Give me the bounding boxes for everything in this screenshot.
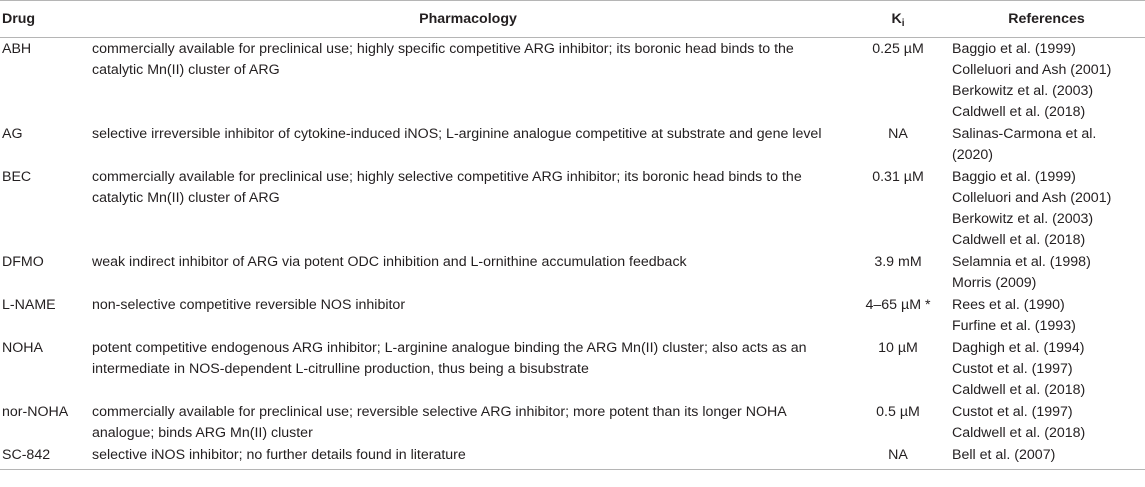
ki-value: NA xyxy=(888,126,908,142)
table-row xyxy=(0,401,1145,444)
reference: Selamnia et al. (1998) xyxy=(952,254,1091,270)
reference: Daghigh et al. (1994) xyxy=(952,340,1085,356)
header-drug: Drug xyxy=(0,1,88,38)
ki-value: 0.25 µM xyxy=(872,41,924,57)
ki-value: 0.5 µM xyxy=(876,404,920,420)
reference: Custot et al. (1997) xyxy=(952,361,1073,377)
reference: Custot et al. (1997) xyxy=(952,404,1073,420)
pharmacology-text: commercially available for preclinical use; highly selective competitive ARG inhibitor; its boronic head binds to the catalytic Mn(II) cluster of ARG xyxy=(92,169,802,206)
ki-value: 4–65 µM * xyxy=(865,297,931,313)
references-cell xyxy=(948,294,1145,337)
ki-value: 10 µM xyxy=(878,340,918,356)
reference: Berkowitz et al. (2003) xyxy=(952,211,1094,227)
references-cell xyxy=(948,38,1145,124)
header-references: References xyxy=(948,1,1145,38)
header-ki-subscript: i xyxy=(901,17,905,29)
ki-value: 0.31 µM xyxy=(872,169,924,185)
reference: Baggio et al. (1999) xyxy=(952,169,1076,185)
reference: Bell et al. (2007) xyxy=(952,447,1056,463)
drug-name: ABH xyxy=(2,41,32,57)
references-cell xyxy=(948,337,1145,401)
drug-name: L-NAME xyxy=(2,297,56,313)
table-row xyxy=(0,294,1145,337)
reference: Berkowitz et al. (2003) xyxy=(952,83,1094,99)
header-ki-main: K xyxy=(891,10,902,27)
drug-name: SC-842 xyxy=(2,447,51,463)
table-row xyxy=(0,166,1145,251)
table-row xyxy=(0,337,1145,401)
table-row xyxy=(0,444,1145,470)
header-pharmacology: Pharmacology xyxy=(88,1,848,38)
pharmacology-text: commercially available for preclinical use; highly specific competitive ARG inhibitor; its boronic head binds to the catalytic Mn(II) cluster of ARG xyxy=(92,41,794,78)
references-cell xyxy=(948,166,1145,251)
references-cell xyxy=(948,444,1145,470)
references-cell xyxy=(948,251,1145,294)
pharmacology-text: potent competitive endogenous ARG inhibitor; L-arginine analogue binding the ARG Mn(II) cluster; also acts as an intermediate in NOS-dependent L-citrulline production, thus being a bisubstrate xyxy=(92,340,807,377)
ki-value: 3.9 mM xyxy=(874,254,922,270)
ki-value: NA xyxy=(888,447,908,463)
drug-name: BEC xyxy=(2,169,32,185)
table-row xyxy=(0,123,1145,166)
reference: Baggio et al. (1999) xyxy=(952,41,1076,57)
header-row xyxy=(0,1,1145,38)
reference: Furfine et al. (1993) xyxy=(952,318,1076,334)
header-ki xyxy=(848,1,948,38)
pharmacology-text: selective iNOS inhibitor; no further details found in literature xyxy=(92,447,466,463)
drug-name: NOHA xyxy=(2,340,43,356)
pharmacology-text: commercially available for preclinical use; reversible selective ARG inhibitor; more potent than its longer NOHA analogue; binds ARG Mn(II) cluster xyxy=(92,404,786,441)
references-cell xyxy=(948,401,1145,444)
reference: Caldwell et al. (2018) xyxy=(952,104,1086,120)
reference: (2020) xyxy=(952,147,994,163)
table-row xyxy=(0,38,1145,124)
reference: Colleluori and Ash (2001) xyxy=(952,62,1112,78)
reference: Caldwell et al. (2018) xyxy=(952,382,1086,398)
reference: Caldwell et al. (2018) xyxy=(952,425,1086,441)
drug-name: AG xyxy=(2,126,23,142)
references-cell xyxy=(948,123,1145,166)
reference: Caldwell et al. (2018) xyxy=(952,232,1086,248)
reference: Rees et al. (1990) xyxy=(952,297,1065,313)
drug-name: nor-NOHA xyxy=(2,404,69,420)
pharmacology-text: non-selective competitive reversible NOS inhibitor xyxy=(92,297,406,313)
reference: Morris (2009) xyxy=(952,275,1037,291)
drug-name: DFMO xyxy=(2,254,44,270)
pharmacology-text: weak indirect inhibitor of ARG via potent ODC inhibition and L-ornithine accumulation feedback xyxy=(92,254,687,270)
table-row xyxy=(0,251,1145,294)
reference: Salinas-Carmona et al. xyxy=(952,126,1097,142)
pharmacology-text: selective irreversible inhibitor of cytokine-induced iNOS; L-arginine analogue competitive at substrate and gene level xyxy=(92,126,822,142)
reference: Colleluori and Ash (2001) xyxy=(952,190,1112,206)
